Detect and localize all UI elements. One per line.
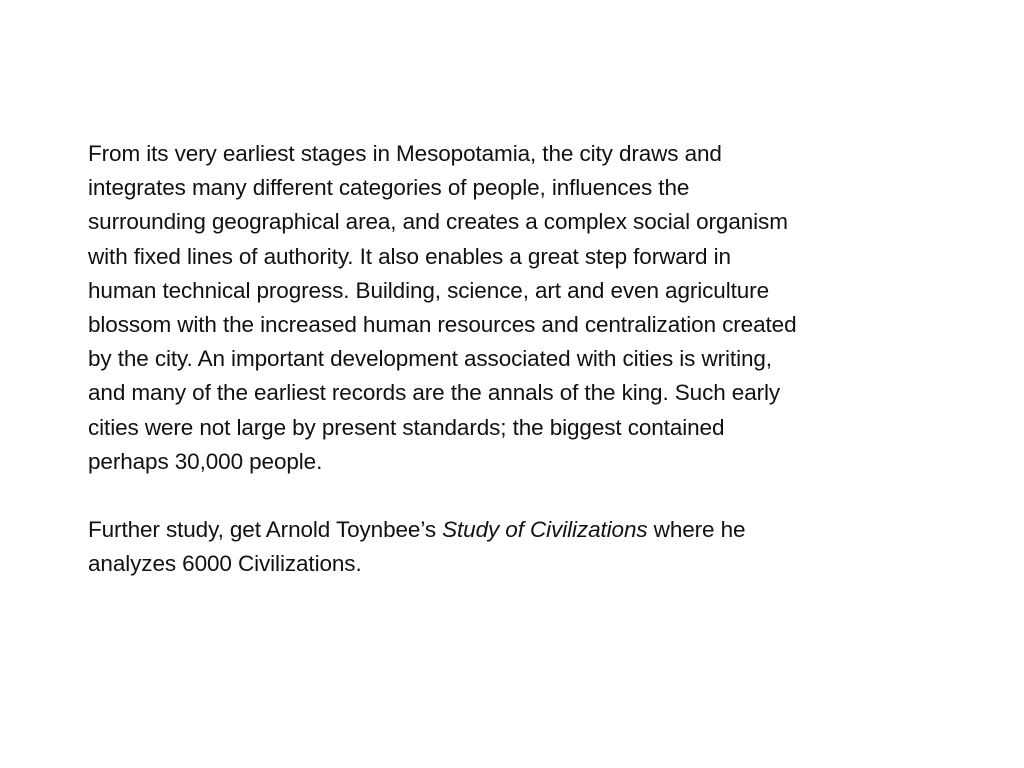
paragraph-line: perhaps 30,000 people.	[88, 448, 323, 474]
paragraph-spacer	[88, 479, 928, 513]
text-body	[88, 137, 928, 581]
paragraph-line: surrounding geographical area, and creates a complex social organism	[88, 209, 788, 235]
paragraph-line: and many of the earliest records are the annals of the king. Such early	[88, 380, 781, 406]
paragraph-line: From its very earliest stages in Mesopotamia, the city draws and	[88, 141, 722, 166]
paragraph-line: integrates many different categories of people, influences the	[88, 175, 690, 201]
further-study-suffix: where he	[647, 517, 746, 543]
paragraph-further-study	[88, 513, 928, 581]
paragraph-line: human technical progress. Building, science, art and even agriculture	[88, 277, 769, 303]
paragraph-line: with fixed lines of authority. It also enables a great step forward in	[88, 243, 731, 269]
further-study-line-2: analyzes 6000 Civilizations.	[88, 551, 362, 577]
paragraph-mesopotamia	[88, 137, 928, 479]
further-study-line-1	[88, 513, 928, 547]
further-study-prefix: Further study, get Arnold Toynbee’s	[88, 517, 443, 543]
book-title: Study of Civilizations	[442, 517, 648, 543]
paragraph-line: cities were not large by present standards; the biggest contained	[88, 414, 725, 440]
paragraph-line: blossom with the increased human resources and centralization created	[88, 312, 797, 338]
paragraph-line: by the city. An important development associated with cities is writing,	[88, 346, 772, 372]
